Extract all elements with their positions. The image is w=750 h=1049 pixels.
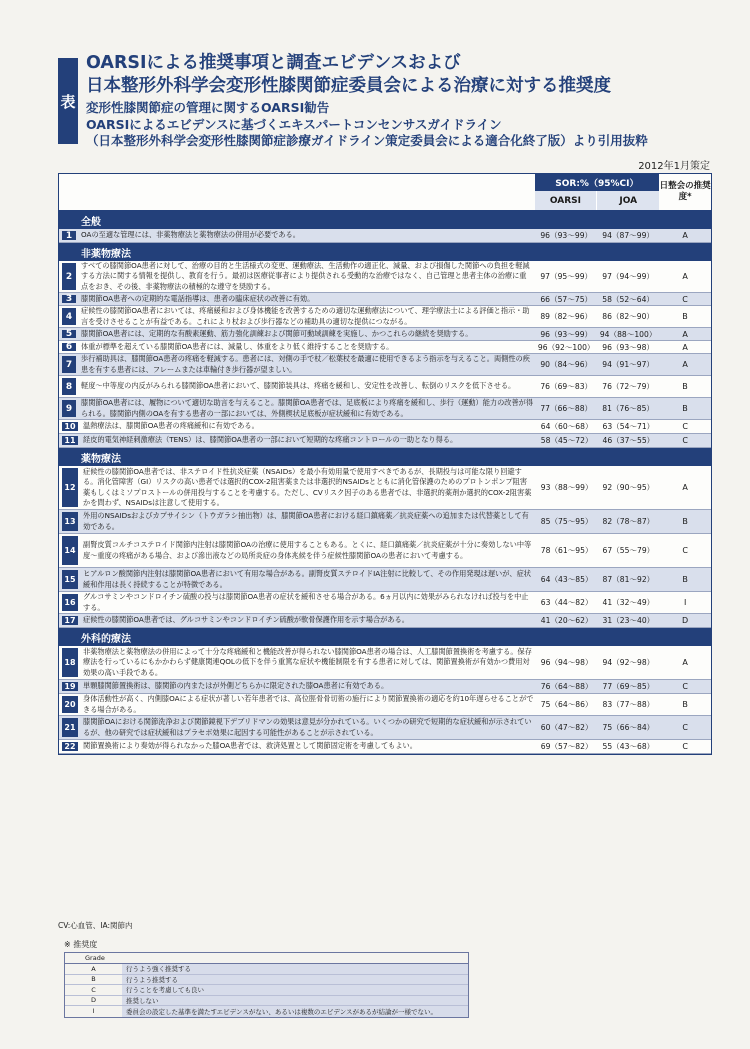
grade-value: B bbox=[682, 517, 688, 526]
joa-value: 92（90〜95） bbox=[602, 483, 655, 492]
oarsi-value: 89（82〜96） bbox=[540, 312, 593, 321]
grade-value: A bbox=[682, 231, 688, 240]
grade-value: C bbox=[682, 436, 688, 445]
item-number: 1 bbox=[62, 231, 76, 240]
grade-value: A bbox=[682, 342, 688, 352]
joa-value: 94（87〜99） bbox=[602, 231, 655, 240]
established-date: 2012年1月策定 bbox=[638, 161, 710, 172]
joa-value: 58（52〜64） bbox=[602, 294, 655, 304]
joa-value: 81（76〜85） bbox=[602, 404, 655, 413]
table-row bbox=[59, 694, 711, 716]
item-number: 7 bbox=[62, 356, 76, 373]
recommendation-text: 体重が標準を超えている膝関節OA患者には、減量し、体重をより低く維持することを奨励する。 bbox=[81, 341, 394, 351]
recommendation-text: 外用のNSAIDsおよびカプサイシン（トウガラシ抽出物）は、膝関節OA患者における経口鎮痛薬／抗炎症薬への追加または代替薬として有効である。 bbox=[83, 511, 529, 531]
joa-column-header: JOA bbox=[597, 191, 659, 210]
main-title-line1: OARSIによる推奨事項と調査エビデンスおよび bbox=[86, 53, 461, 73]
oarsi-value: 76（69〜83） bbox=[540, 382, 593, 391]
table-row bbox=[59, 614, 711, 628]
table-header bbox=[59, 174, 711, 211]
table-row bbox=[59, 261, 711, 293]
oarsi-value: 78（61〜95） bbox=[540, 546, 593, 555]
recommendation-text: 膝関節OA患者には、履物について適切な助言を与えること。膝関節OA患者では、足底板により疼痛を緩和し、歩行（運動）能力の改善が得られる。膝関節内側のOAを有する患者の一部においては、外側楔状足底板が症状緩和に有効である。 bbox=[81, 398, 534, 418]
joa-value: 31（23〜40） bbox=[602, 616, 655, 625]
grade-value: C bbox=[682, 742, 688, 751]
table-row bbox=[59, 740, 711, 754]
oarsi-value: 96（93〜99） bbox=[540, 231, 593, 240]
joa-value: 63（54〜71） bbox=[602, 422, 655, 431]
table-row bbox=[59, 592, 711, 614]
table-row bbox=[59, 680, 711, 694]
table-row bbox=[59, 466, 711, 510]
section-header: 非薬物療法 bbox=[59, 243, 711, 261]
table-body bbox=[59, 211, 711, 754]
section-header: 薬物療法 bbox=[59, 448, 711, 466]
oarsi-column-header: OARSI bbox=[535, 191, 598, 210]
item-number: 12 bbox=[62, 468, 78, 507]
section-header: 全般 bbox=[59, 211, 711, 229]
grade-value: B bbox=[682, 312, 688, 321]
joa-value: 46（37〜55） bbox=[602, 436, 655, 445]
grade-value: C bbox=[682, 682, 688, 691]
table-row bbox=[59, 510, 711, 534]
item-number: 20 bbox=[62, 696, 78, 713]
recommendation-text: 膝関節OA患者には、定期的な有酸素運動、筋力強化訓練および関節可動域訓練を実施し、かつこれらの継続を奨励する。 bbox=[81, 328, 473, 338]
joa-value: 67（55〜79） bbox=[602, 546, 655, 555]
recommendation-text: 膝関節OA患者への定期的な電話指導は、患者の臨床症状の改善に有効。 bbox=[81, 293, 315, 303]
legend-text: 行うよう推奨する bbox=[122, 975, 468, 985]
sor-header: SOR:%（95%CI） bbox=[535, 174, 660, 191]
table-row bbox=[59, 306, 711, 328]
item-number: 5 bbox=[62, 330, 76, 338]
legend-grade: C bbox=[91, 985, 96, 994]
item-number: 17 bbox=[62, 616, 78, 625]
legend-row bbox=[65, 996, 468, 1007]
oarsi-value: 77（66〜88） bbox=[540, 404, 593, 413]
oarsi-value: 96（92〜100） bbox=[537, 342, 595, 352]
subtitle-line3: （日本整形外科学会変形性膝関節症診療ガイドライン策定委員会による適合化終了版）より引用抜粋 bbox=[86, 133, 648, 148]
recommendation-text: 経皮的電気神経刺激療法（TENS）は、膝関節OA患者の一部において短期的な疼痛コントロールの一助となり得る。 bbox=[83, 435, 458, 445]
joa-value: 94（88〜100） bbox=[599, 329, 657, 339]
table-badge: 表 bbox=[58, 58, 78, 144]
joa-value: 55（43〜68） bbox=[602, 742, 655, 751]
item-number: 9 bbox=[62, 400, 76, 417]
grade-legend bbox=[64, 952, 469, 1018]
grade-value: C bbox=[682, 723, 688, 732]
oarsi-value: 69（57〜82） bbox=[540, 742, 593, 751]
legend-row bbox=[65, 964, 468, 975]
legend-text: 行うことを考慮しても良い bbox=[122, 985, 468, 995]
grade-column-header: 日整会の推奨度* bbox=[659, 181, 711, 202]
table-row bbox=[59, 229, 711, 243]
oarsi-value: 60（47〜82） bbox=[540, 723, 593, 732]
recommendation-text: OAの至適な管理には、非薬物療法と薬物療法の併用が必要である。 bbox=[81, 230, 300, 240]
table-row bbox=[59, 434, 711, 448]
main-title-line2: 日本整形外科学会変形性膝関節症委員会による治療に対する推奨度 bbox=[86, 76, 611, 96]
table-row bbox=[59, 328, 711, 341]
recommendation-text: 温熱療法は、膝関節OA患者の疼痛緩和に有効である。 bbox=[83, 421, 259, 431]
oarsi-value: 75（64〜86） bbox=[540, 700, 593, 709]
recommendation-text: 症候性の膝関節OA患者では、非ステロイド性抗炎症薬（NSAIDs）を最小有効用量で使用すべきであるが、長期投与は可能な限り回避する。消化管障害（GI）リスクの高い患者では選択的COX-2阻害薬または非選択的NSAIDsとともに消化管保護のためのプロトンポンプ阻害薬もしくはミソプロストールの併用投与することを考慮する。ただし、CVリスク因子のある患者では、非選択的薬剤か選択的COX-2阻害薬かを問わず、NSAIDsは注意して使用する。 bbox=[83, 466, 532, 507]
legend-row bbox=[65, 975, 468, 986]
subtitle-line1: 変形性膝関節症の管理に関するOARSI勧告 bbox=[86, 100, 330, 115]
item-number: 14 bbox=[62, 536, 78, 565]
joa-value: 86（82〜90） bbox=[602, 312, 655, 321]
recommendation-text: 軽度〜中等度の内反がみられる膝関節OA患者において、膝関節装具は、疼痛を緩和し、安定性を改善し、転倒のリスクを低下させる。 bbox=[81, 381, 516, 391]
item-number: 2 bbox=[62, 263, 76, 290]
legend-grade: A bbox=[91, 964, 96, 973]
recommendation-text: 非薬物療法と薬物療法の併用によって十分な疼痛緩和と機能改善が得られない膝関節OA患者の場合は、人工膝関節置換術を考慮する。保存療法を行っているにもかかわらず健康関連QOLの低下を伴う重篤な症状や機能制限を有する患者に対しては、関節置換術が有効かつ費用対効果の高い手段である。 bbox=[83, 646, 532, 677]
item-number: 11 bbox=[62, 436, 78, 445]
grade-value: C bbox=[682, 422, 688, 431]
grade-value: A bbox=[682, 360, 688, 369]
recommendation-text: 歩行補助具は、膝関節OA患者の疼痛を軽減する。患者には、対側の手で杖／松葉杖を最適に使用できるよう指示を与えること。両側性の疾患を有する患者には、フレームまたは車輪付き歩行器が望ましい。 bbox=[81, 354, 530, 374]
grade-value: A bbox=[682, 483, 688, 492]
recommendation-text: 関節置換術により奏効が得られなかった膝OA患者では、救済処置として関節固定術を考慮してもよい。 bbox=[83, 741, 417, 751]
legend-text: 推奨しない bbox=[122, 996, 468, 1006]
item-number: 10 bbox=[62, 422, 78, 431]
oarsi-value: 96（93〜99） bbox=[540, 329, 593, 339]
joa-value: 94（91〜97） bbox=[602, 360, 655, 369]
footnote: CV:心血管、IA:関節内 bbox=[58, 921, 133, 930]
grade-value: B bbox=[682, 575, 688, 584]
grade-value: B bbox=[682, 382, 688, 391]
oarsi-value: 66（57〜75） bbox=[540, 294, 593, 304]
title-block bbox=[86, 52, 726, 150]
joa-value: 75（66〜84） bbox=[602, 723, 655, 732]
oarsi-value: 97（95〜99） bbox=[540, 272, 593, 281]
grade-value: B bbox=[682, 404, 688, 413]
legend-grade: D bbox=[90, 996, 96, 1005]
legend-row bbox=[65, 1006, 468, 1017]
item-number: 16 bbox=[62, 594, 78, 611]
table-row bbox=[59, 354, 711, 376]
joa-value: 41（32〜49） bbox=[602, 598, 655, 607]
table-row bbox=[59, 716, 711, 740]
joa-value: 96（93〜98） bbox=[602, 342, 655, 352]
table-row bbox=[59, 420, 711, 434]
oarsi-value: 58（45〜72） bbox=[540, 436, 593, 445]
grade-value: C bbox=[682, 294, 688, 304]
recommendation-text: グルコサミンやコンドロイチン硫酸の投与は膝関節OA患者の症状を緩和させる場合がある。6ヵ月以内に効果がみられなければ投与を中止する。 bbox=[83, 592, 529, 612]
oarsi-value: 96（94〜98） bbox=[540, 658, 593, 667]
item-number: 4 bbox=[62, 308, 76, 325]
legend-header: Grade bbox=[65, 953, 468, 964]
joa-value: 77（69〜85） bbox=[602, 682, 655, 691]
table-row bbox=[59, 398, 711, 420]
item-number: 21 bbox=[62, 718, 78, 737]
joa-value: 76（72〜79） bbox=[602, 382, 655, 391]
grade-value: A bbox=[682, 272, 688, 281]
grade-value: I bbox=[683, 598, 687, 607]
legend-text: 委員会の設定した基準を満たすエビデンスがない、あるいは複数のエビデンスがあるが結論が一様でない。 bbox=[122, 1006, 468, 1017]
joa-value: 87（81〜92） bbox=[602, 575, 655, 584]
recommendation-text: 副腎皮質コルチコステロイド関節内注射は膝関節OAの治療に使用することもある。とくに、経口鎮痛薬／抗炎症薬が十分に奏効しない中等度〜重度の疼痛がある場合、および滲出液などの局所炎症の身体兆候を伴う症候性膝関節OAの患者において考慮する。 bbox=[83, 540, 532, 560]
joa-value: 94（92〜98） bbox=[602, 658, 655, 667]
legend-title: ※ 推奨度 bbox=[64, 940, 98, 949]
grade-value: A bbox=[682, 658, 688, 667]
item-number: 13 bbox=[62, 512, 78, 531]
table-row bbox=[59, 568, 711, 592]
oarsi-value: 93（88〜99） bbox=[540, 483, 593, 492]
oarsi-value: 64（60〜68） bbox=[540, 422, 593, 431]
recommendation-text: ヒアルロン酸関節内注射は膝関節OA患者において有用な場合がある。副腎皮質ステロイドIA注射に比較して、その作用発現は遅いが、症状緩和作用は長く持続することが特徴である。 bbox=[83, 569, 531, 589]
recommendation-text: すべての膝関節OA患者に対して、治療の目的と生活様式の変更、運動療法、生活動作の適正化、減量、および損傷した関節への負担を軽減する方法に関する情報を提供し、教育を行う。最初は医療従事者により提供される受動的な治療ではなく、自己管理と患者主体の治療に重点をおき、その後、非薬物療法の積極的な遵守を奨励する。 bbox=[81, 261, 530, 291]
table-row bbox=[59, 646, 711, 680]
grade-value: B bbox=[682, 700, 688, 709]
legend-grade: I bbox=[92, 1007, 95, 1016]
legend-row bbox=[65, 985, 468, 996]
subtitle-line2: OARSIによるエビデンスに基づくエキスパートコンセンサスガイドライン bbox=[86, 116, 502, 132]
joa-value: 83（77〜88） bbox=[602, 700, 655, 709]
item-number: 15 bbox=[62, 570, 78, 589]
legend-grade: B bbox=[91, 975, 96, 984]
oarsi-value: 64（43〜85） bbox=[540, 575, 593, 584]
grade-value: C bbox=[682, 546, 688, 555]
legend-text: 行うよう強く推奨する bbox=[122, 964, 468, 974]
item-number: 3 bbox=[62, 295, 76, 303]
item-number: 19 bbox=[62, 682, 78, 691]
table-row bbox=[59, 376, 711, 398]
table-row bbox=[59, 341, 711, 354]
table-row bbox=[59, 534, 711, 568]
item-number: 8 bbox=[62, 378, 76, 395]
item-number: 18 bbox=[62, 648, 78, 677]
item-number: 22 bbox=[62, 742, 78, 751]
oarsi-value: 76（64〜88） bbox=[540, 682, 593, 691]
item-number: 6 bbox=[62, 343, 76, 351]
recommendation-text: 症候性の膝関節OA患者では、グルコサミンやコンドロイチン硫酸が軟骨保護作用を示す場合がある。 bbox=[83, 615, 409, 625]
oarsi-value: 85（75〜95） bbox=[540, 517, 593, 526]
oarsi-value: 41（20〜62） bbox=[540, 616, 593, 625]
recommendation-text: 単顆膝関節置換術は、膝関節の内またはが外側どちらかに限定された膝OA患者に有効である。 bbox=[83, 681, 389, 691]
recommendation-text: 身体活動性が高く、内側膝OAによる症状が著しい若年患者では、高位脛骨骨切術の施行により関節置換術の適応を約10年遅らせることができる場合がある。 bbox=[83, 694, 534, 714]
joa-value: 97（94〜99） bbox=[602, 272, 655, 281]
section-header: 外科的療法 bbox=[59, 628, 711, 646]
joa-value: 82（78〜87） bbox=[602, 517, 655, 526]
recommendation-table bbox=[58, 173, 712, 755]
recommendation-text: 症候性の膝関節OA患者においては、疼痛緩和および身体機能を改善するための適切な運動療法について、理学療法士による評価と指示・助言を受けさせることが有益である。これにより杖および歩行器などの補助具の適切な提供につながる。 bbox=[81, 306, 530, 326]
recommendation-text: 膝関節OAにおける関節洗浄および関節鏡視下デブリドマンの効果は意見が分かれている。いくつかの研究で短期的な症状緩和が示されているが、他の研究では症状緩和はプラセボ効果に起因する可能性があることが示されている。 bbox=[83, 717, 532, 737]
oarsi-value: 63（44〜82） bbox=[540, 598, 593, 607]
table-row bbox=[59, 293, 711, 306]
grade-value: A bbox=[682, 329, 688, 339]
grade-value: D bbox=[682, 616, 689, 625]
oarsi-value: 90（84〜96） bbox=[540, 360, 593, 369]
